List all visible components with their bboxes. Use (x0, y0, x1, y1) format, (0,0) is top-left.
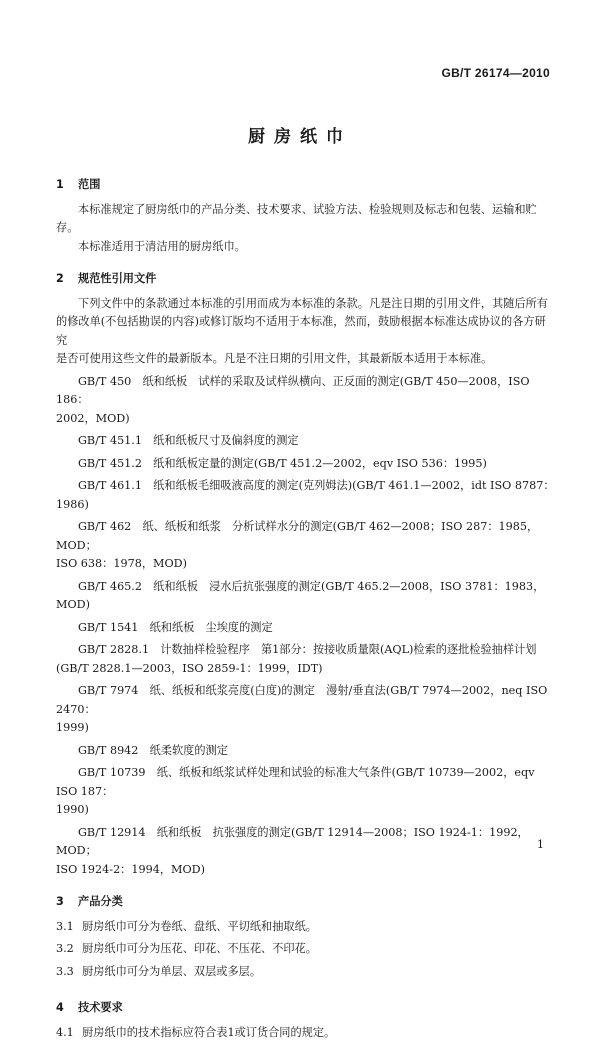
reference-line-continued: 2002，MOD) (56, 411, 130, 425)
section-number: 2 (56, 272, 64, 285)
section-number: 1 (56, 178, 64, 191)
reference-item (56, 432, 556, 451)
section-number: 4 (56, 1001, 64, 1014)
reference-line: GB/T 465.2 纸和纸板 浸水后抗张强度的测定(GB/T 465.2—2008，ISO 3781：1983，MOD) (56, 579, 545, 611)
paragraph-line: 是否可使用这些文件的最新版本。凡是不注日期的引用文件，其最新版本适用于本标准。 (56, 352, 493, 365)
section-title: 技术要求 (78, 1001, 123, 1014)
reference-item (56, 455, 556, 474)
reference-line: GB/T 461.1 纸和纸板毛细吸液高度的测定(克列姆法)(GB/T 461.1—2002，idt ISO 8787： (78, 479, 555, 492)
document-title: 厨房纸巾 (248, 127, 352, 147)
clause-list (56, 918, 556, 982)
section-heading-product-classification (56, 893, 556, 912)
reference-item (56, 682, 556, 738)
paragraph: 本标准规定了厨房纸巾的产品分类、技术要求、试验方法、检验规则及标志和包装、运输和贮存。 (56, 202, 537, 234)
clause (56, 1024, 556, 1043)
reference-line-continued: ISO 1924-2：1994，MOD) (56, 862, 205, 876)
reference-item (56, 477, 556, 514)
clause-number: 4.1 (56, 1025, 74, 1039)
section-title: 规范性引用文件 (78, 272, 157, 285)
reference-item (56, 742, 556, 761)
clause-number: 3.1 (56, 919, 74, 933)
reference-item (56, 619, 556, 638)
clause-number: 3.3 (56, 964, 74, 978)
reference-line: GB/T 12914 纸和纸板 抗张强度的测定(GB/T 12914—2008；ISO 1924-1：1992，MOD； (56, 825, 529, 857)
reference-line: GB/T 10739 纸、纸板和纸浆试样处理和试验的标准大气条件(GB/T 10739—2002，eqv ISO 187： (56, 766, 535, 798)
clause-text: 厨房纸巾可分为卷纸、盘纸、平切纸和抽取纸。 (82, 919, 317, 933)
reference-line-continued: 1999) (56, 721, 89, 734)
paragraph-line: 的修改单(不包括勘误的内容)或修订版均不适用于本标准，然而，鼓励根据本标准达成协议的各方研究 (56, 315, 546, 347)
reference-item (56, 373, 556, 429)
section-title: 范围 (78, 178, 101, 191)
reference-line: GB/T 7974 纸、纸板和纸浆亮度(白度)的测定 漫射/垂直法(GB/T 7974—2002，neq ISO 2470： (56, 684, 548, 716)
reference-line: GB/T 462 纸、纸板和纸浆 分析试样水分的测定(GB/T 462—2008；ISO 287：1985，MOD； (56, 520, 539, 552)
document-body (56, 176, 556, 1046)
section-heading-normative-references (56, 270, 556, 289)
reference-list (56, 373, 556, 880)
clause (56, 918, 556, 937)
clause-text: 厨房纸巾可分为单层、双层或多层。 (82, 964, 262, 978)
reference-line-continued: 1990) (56, 803, 89, 816)
section-heading-scope (56, 176, 556, 195)
reference-line: GB/T 451.1 纸和纸板尺寸及偏斜度的测定 (78, 434, 299, 447)
reference-line-continued: (GB/T 2828.1—2003，ISO 2859-1：1999，IDT) (56, 661, 323, 675)
paragraph: 本标准适用于清洁用的厨房纸巾。 (78, 239, 246, 253)
reference-item (56, 824, 556, 880)
reference-line: GB/T 450 纸和纸板 试样的采取及试样纵横向、正反面的测定(GB/T 450—2008，ISO 186： (56, 374, 530, 406)
page-number: 1 (537, 838, 544, 851)
reference-line: GB/T 451.2 纸和纸板定量的测定(GB/T 451.2—2002，eqv ISO 536：1995) (78, 456, 487, 470)
clause (56, 940, 556, 959)
reference-line: GB/T 8942 纸柔软度的测定 (78, 743, 228, 757)
reference-line: GB/T 1541 纸和纸板 尘埃度的测定 (78, 620, 273, 634)
clause-number: 3.2 (56, 942, 74, 955)
paragraph-line: 下列文件中的条款通过本标准的引用而成为本标准的条款。凡是注日期的引用文件，其随后所有 (78, 296, 548, 310)
clause-list (56, 1024, 556, 1043)
reference-line-continued: ISO 638：1978，MOD) (56, 557, 187, 570)
reference-line-continued: 1986) (56, 497, 89, 511)
reference-item (56, 518, 556, 574)
clause-text: 厨房纸巾的技术指标应符合表1或订货合同的规定。 (82, 1025, 336, 1039)
section-title: 产品分类 (78, 895, 123, 908)
reference-item (56, 764, 556, 820)
reference-item (56, 578, 556, 615)
reference-line: GB/T 2828.1 计数抽样检验程序 第1部分：按接收质量限(AQL)检索的逐批检验抽样计划 (78, 643, 537, 656)
standard-number: GB/T 26174—2010 (441, 66, 550, 80)
section-heading-technical-requirements (56, 999, 556, 1018)
clause-text: 厨房纸巾可分为压花、印花、不压花、不印花。 (82, 942, 317, 955)
reference-item (56, 641, 556, 678)
section-number: 3 (56, 895, 64, 908)
clause (56, 963, 556, 982)
